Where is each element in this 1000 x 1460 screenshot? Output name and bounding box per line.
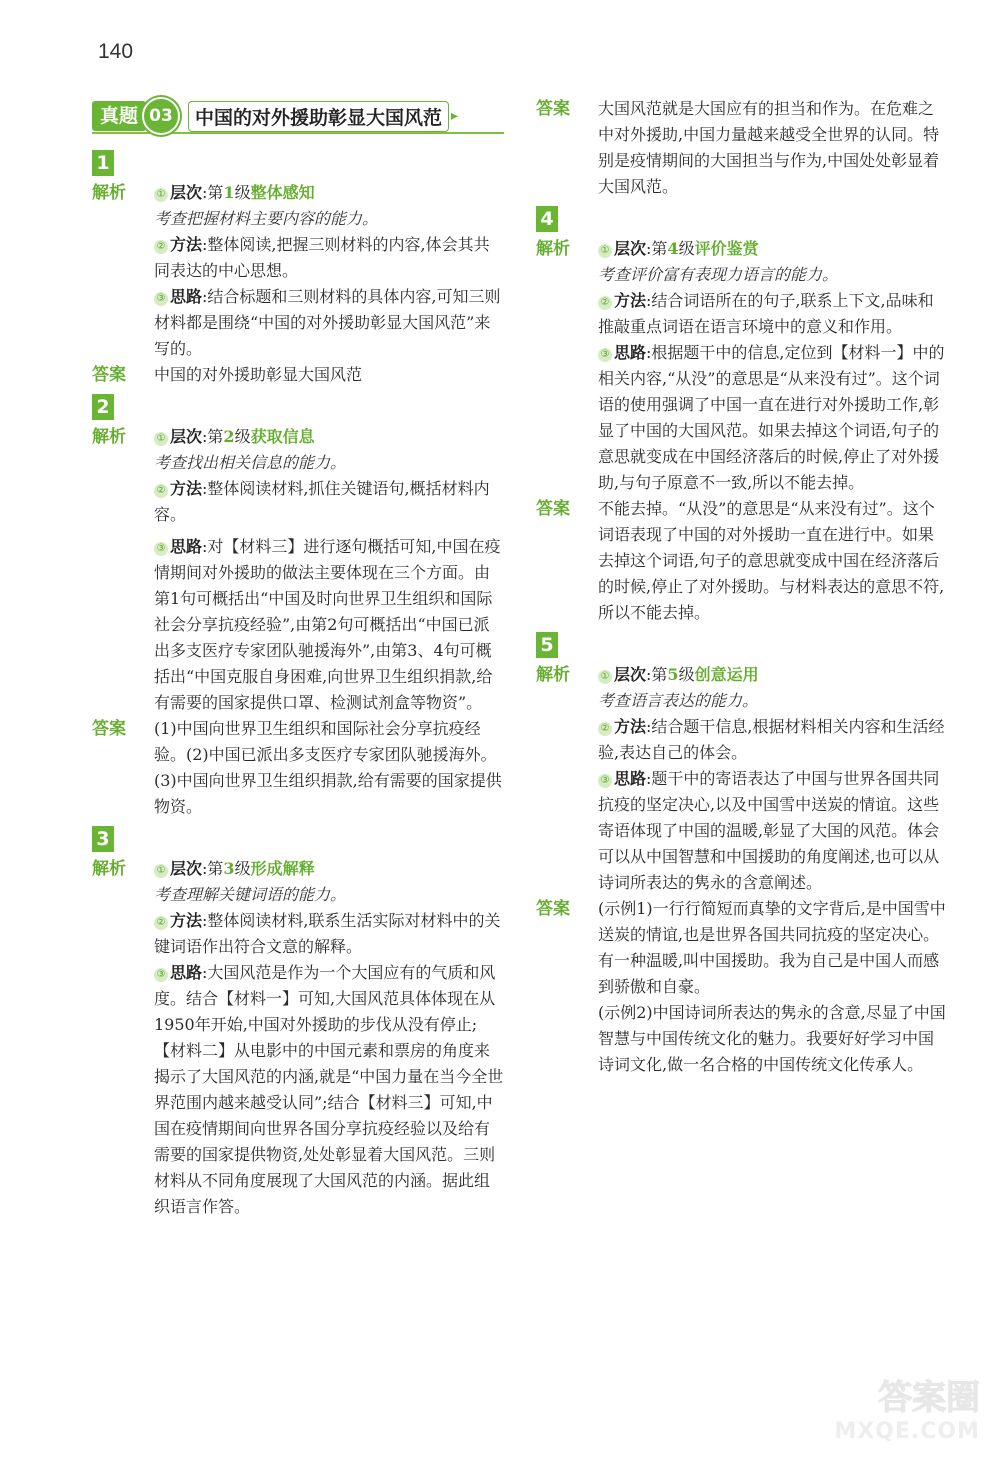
level-prefix: :第 bbox=[202, 859, 224, 878]
title-number: 03 bbox=[142, 97, 180, 135]
level-item bbox=[154, 424, 504, 450]
answer-block-4 bbox=[536, 496, 948, 626]
method-item bbox=[154, 476, 504, 528]
idea-text: :结合标题和三则材料的具体内容,可知三则材料都是围绕“中国的对外援助彰显大国风范”来写的。 bbox=[154, 287, 501, 358]
idea-label: 思路 bbox=[170, 537, 203, 556]
level-name: 获取信息 bbox=[250, 427, 315, 446]
level-mid: 级 bbox=[234, 183, 251, 202]
method-item bbox=[598, 288, 948, 340]
idea-item bbox=[154, 960, 504, 1220]
level-prefix: :第 bbox=[646, 665, 668, 684]
level-desc: 考查把握材料主要内容的能力。 bbox=[154, 209, 379, 228]
level-name: 评价鉴赏 bbox=[694, 239, 759, 258]
method-text: :整体阅读材料,联系生活实际对材料中的关键词语作出符合文意的解释。 bbox=[154, 911, 501, 956]
arrow-icon: ▸ bbox=[451, 108, 459, 124]
answer-label: 答案 bbox=[536, 499, 570, 519]
level-label: 层次 bbox=[170, 859, 203, 878]
method-item bbox=[154, 232, 504, 284]
bullet-icon: ③ bbox=[154, 542, 168, 556]
level-label: 层次 bbox=[614, 665, 647, 684]
answer-block-2 bbox=[92, 716, 504, 820]
level-desc: 考查找出相关信息的能力。 bbox=[154, 453, 347, 472]
method-text: :结合词语所在的句子,联系上下文,品味和推敲重点词语在语言环境中的意义和作用。 bbox=[598, 291, 934, 336]
idea-item bbox=[154, 534, 504, 716]
level-label: 层次 bbox=[170, 427, 203, 446]
idea-label: 思路 bbox=[614, 769, 647, 788]
level-label: 层次 bbox=[170, 183, 203, 202]
method-item bbox=[154, 908, 504, 960]
level-desc: 考查语言表达的能力。 bbox=[598, 691, 759, 710]
answer-example-1: (示例1)一行行简短而真挚的文字背后,是中国雪中送炭的情谊,也是世界各国共同抗疫的坚定决心。有一种温暖,叫中国援助。我为自己是中国人而感到骄傲和自豪。 bbox=[598, 899, 946, 996]
answer-block-5 bbox=[536, 896, 948, 1078]
analysis-label: 解析 bbox=[92, 859, 126, 879]
level-name: 整体感知 bbox=[250, 183, 315, 202]
analysis-label: 解析 bbox=[92, 427, 126, 447]
bullet-icon: ③ bbox=[598, 348, 612, 362]
level-mid: 级 bbox=[678, 239, 695, 258]
answer-label: 答案 bbox=[536, 899, 570, 919]
bullet-icon: ① bbox=[598, 670, 612, 684]
bullet-icon: ③ bbox=[154, 292, 168, 306]
idea-text: :大国风范是作为一个大国应有的气质和风度。结合【材料一】可知,大国风范具体体现在从1950年开始,中国对外援助的步伐从没有停止;【材料二】从电影中的中国元素和票房的角度来揭示了大国风范的内涵,就是“中国力量在当今全世界范围内越来越受认同”;结合【材料三】可知,中国在疫情期间向世界各国分享抗疫经验以及给有需要的国家提供物资,处处彰显着大国风范。三则材料从不同角度展现了大国风范的内涵。据此组织语言作答。 bbox=[154, 963, 504, 1216]
watermark-top: 答案圈 bbox=[878, 1378, 980, 1418]
page-number: 140 bbox=[98, 40, 134, 63]
method-text: :整体阅读,把握三则材料的内容,体会其共同表达的中心思想。 bbox=[154, 235, 490, 280]
right-column bbox=[536, 96, 948, 1078]
question-number-5: 5 bbox=[536, 632, 558, 658]
section-title bbox=[92, 100, 504, 134]
bullet-icon: ② bbox=[154, 916, 168, 930]
idea-item bbox=[598, 340, 948, 496]
level-number: 2 bbox=[223, 427, 235, 446]
level-number: 3 bbox=[223, 859, 235, 878]
analysis-block-1 bbox=[92, 180, 504, 362]
method-label: 方法 bbox=[170, 911, 203, 930]
idea-text: :根据题干中的信息,定位到【材料一】中的相关内容,“从没”的意思是“从来没有过”。这个词语的使用强调了中国一直在进行对外援助工作,彰显了中国的大国风范。如果去掉这个词语,句子的意思就变成在中国经济落后的时候,停止了对外援助,与句子原意不一致,所以不能去掉。 bbox=[598, 343, 945, 492]
bullet-icon: ③ bbox=[154, 968, 168, 982]
method-label: 方法 bbox=[170, 479, 203, 498]
level-mid: 级 bbox=[678, 665, 695, 684]
answer-block-1 bbox=[92, 362, 504, 388]
level-item bbox=[154, 180, 504, 206]
bullet-icon: ② bbox=[598, 296, 612, 310]
idea-label: 思路 bbox=[170, 963, 203, 982]
answer-label: 答案 bbox=[536, 99, 570, 119]
level-item bbox=[598, 236, 948, 262]
answer-label: 答案 bbox=[92, 719, 126, 739]
level-mid: 级 bbox=[234, 427, 251, 446]
watermark-bottom: MXQE.COM bbox=[834, 1419, 980, 1444]
idea-item bbox=[154, 284, 504, 362]
method-label: 方法 bbox=[614, 291, 647, 310]
bullet-icon: ② bbox=[598, 722, 612, 736]
answer-label: 答案 bbox=[92, 365, 126, 385]
bullet-icon: ② bbox=[154, 240, 168, 254]
analysis-block-2 bbox=[92, 424, 504, 716]
analysis-label: 解析 bbox=[536, 239, 570, 259]
analysis-block-5 bbox=[536, 662, 948, 896]
answer-text: 中国的对外援助彰显大国风范 bbox=[154, 365, 363, 384]
level-prefix: :第 bbox=[646, 239, 668, 258]
level-desc: 考查评价富有表现力语言的能力。 bbox=[598, 265, 839, 284]
method-label: 方法 bbox=[170, 235, 203, 254]
idea-label: 思路 bbox=[614, 343, 647, 362]
watermark-logo bbox=[820, 1370, 980, 1450]
level-label: 层次 bbox=[614, 239, 647, 258]
analysis-block-4 bbox=[536, 236, 948, 496]
level-number: 5 bbox=[667, 665, 679, 684]
question-number-1: 1 bbox=[92, 150, 114, 176]
level-mid: 级 bbox=[234, 859, 251, 878]
method-item bbox=[598, 714, 948, 766]
level-number: 1 bbox=[223, 183, 235, 202]
analysis-label: 解析 bbox=[92, 183, 126, 203]
answer-text: 大国风范就是大国应有的担当和作为。在危难之中对外援助,中国力量越来越受全世界的认同。特别是疫情期间的大国担当与作为,中国处处彰显着大国风范。 bbox=[598, 99, 940, 196]
answer-block-3 bbox=[536, 96, 948, 200]
level-item bbox=[154, 856, 504, 882]
bullet-icon: ① bbox=[154, 864, 168, 878]
question-number-4: 4 bbox=[536, 206, 558, 232]
level-prefix: :第 bbox=[202, 427, 224, 446]
level-item bbox=[598, 662, 948, 688]
title-text: 中国的对外援助彰显大国风范 bbox=[188, 101, 449, 132]
question-number-3: 3 bbox=[92, 826, 114, 852]
method-label: 方法 bbox=[614, 717, 647, 736]
answer-example-2: (示例2)中国诗词所表达的隽永的含意,尽显了中国智慧与中国传统文化的魅力。我要好好学习中国诗词文化,做一名合格的中国传统文化传承人。 bbox=[598, 1003, 946, 1074]
level-prefix: :第 bbox=[202, 183, 224, 202]
left-column bbox=[92, 100, 504, 1220]
bullet-icon: ① bbox=[598, 244, 612, 258]
idea-item bbox=[598, 766, 948, 896]
idea-label: 思路 bbox=[170, 287, 203, 306]
bullet-icon: ① bbox=[154, 188, 168, 202]
bullet-icon: ③ bbox=[598, 774, 612, 788]
analysis-block-3 bbox=[92, 856, 504, 1220]
level-desc: 考查理解关键词语的能力。 bbox=[154, 885, 347, 904]
bullet-icon: ② bbox=[154, 484, 168, 498]
answer-text: 不能去掉。“从没”的意思是“从来没有过”。这个词语表现了中国的对外援助一直在进行中。如果去掉这个词语,句子的意思就变成中国在经济落后的时候,停止了对外援助。与材料表达的意思不符,所以不能去掉。 bbox=[598, 499, 945, 622]
level-name: 形成解释 bbox=[250, 859, 315, 878]
idea-text: :题干中的寄语表达了中国与世界各国共同抗疫的坚定决心,以及中国雪中送炭的情谊。这些寄语体现了中国的温暖,彰显了大国的风范。体会可以从中国智慧和中国援助的角度阐述,也可以从诗词所表达的隽永的含意阐述。 bbox=[598, 769, 940, 892]
bullet-icon: ① bbox=[154, 432, 168, 446]
title-tag: 真题 bbox=[92, 101, 146, 131]
method-text: :结合题干信息,根据材料相关内容和生活经验,表达自己的体会。 bbox=[598, 717, 945, 762]
idea-text: :对【材料三】进行逐句概括可知,中国在疫情期间对外援助的做法主要体现在三个方面。由第1句可概括出“中国及时向世界卫生组织和国际社会分享抗疫经验”,由第2句可概括出“中国已派出多支医疗专家团队驰援海外”,由第3、4句可概括出“中国克服自身困难,向世界卫生组织捐款,给有需要的国家提供口罩、检测试剂盒等物资”。 bbox=[154, 537, 501, 712]
answer-text: (1)中国向世界卫生组织和国际社会分享抗疫经验。(2)中国已派出多支医疗专家团队驰援海外。(3)中国向世界卫生组织捐款,给有需要的国家提供物资。 bbox=[154, 719, 502, 816]
level-name: 创意运用 bbox=[694, 665, 759, 684]
analysis-label: 解析 bbox=[536, 665, 570, 685]
level-number: 4 bbox=[667, 239, 679, 258]
method-text: :整体阅读材料,抓住关键语句,概括材料内容。 bbox=[154, 479, 490, 524]
question-number-2: 2 bbox=[92, 394, 114, 420]
